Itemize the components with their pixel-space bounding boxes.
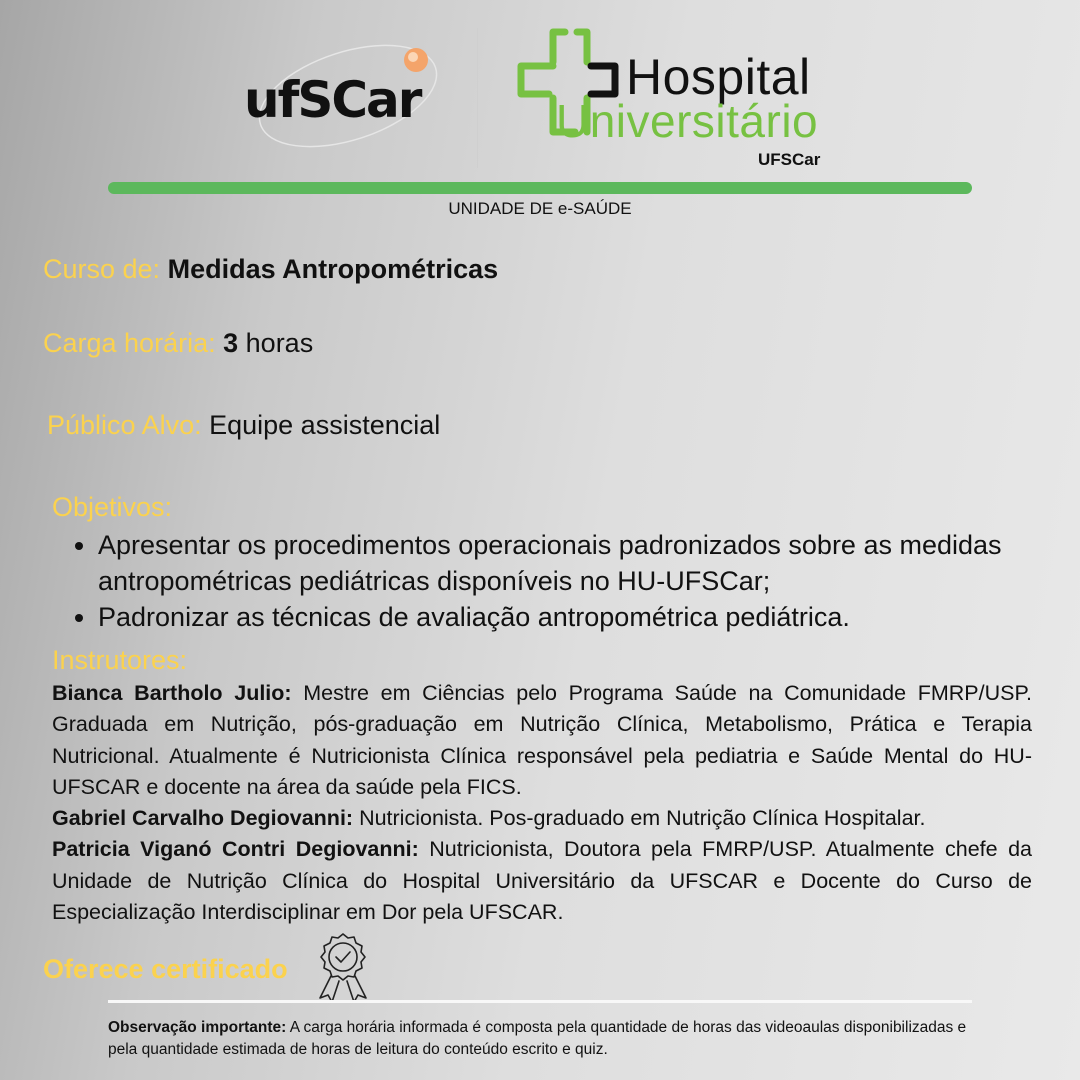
objectives-list <box>52 527 1058 635</box>
instructor-entry <box>52 803 1032 834</box>
certificate-ribbon-icon <box>316 932 370 1004</box>
workload-line <box>43 327 313 359</box>
objective-item: • Padronizar as técnicas de avaliação antropométrica pediátrica. <box>98 599 1058 635</box>
instructor-name: Gabriel Carvalho Degiovanni: <box>52 806 354 831</box>
course-name-line <box>43 253 498 285</box>
footer-divider <box>108 1000 972 1003</box>
hu-subtitle: UFSCar <box>758 150 821 169</box>
universitario-word: Universitário <box>556 95 819 147</box>
instructor-bio: Mestre em Ciências pelo Programa Saúde na Comunidade FMRP/USP. Graduada em Nutrição, pós-graduação em Nutrição Clínica, Metabolismo, Prática e Terapia Nutricional. Atualmente é Nutricionista Clínica responsável pela pediatria e Saúde Mental do HU-UFSCAR e docente na área da saúde pela FICS. <box>52 681 1032 799</box>
instructor-entry <box>52 678 1032 803</box>
instructor-bio: Nutricionista, Doutora pela FMRP/USP. Atualmente chefe da Unidade de Nutrição Clínica do Hospital Universitário da UFSCAR e Docente do Curso de Especialização Interdisciplinar em Dor pela UFSCAR. <box>52 837 1033 925</box>
workload-label: Carga horária: <box>43 328 216 358</box>
course-name: Medidas Antropométricas <box>167 254 499 284</box>
note-label: Observação importante: <box>108 1019 287 1036</box>
note-text: A carga horária informada é composta pela quantidade de horas das videoaulas disponibilizadas e pela quantidade estimada de horas de leitura do conteúdo escrito e quiz. <box>108 1019 967 1058</box>
instructor-name: Bianca Bartholo Julio: <box>52 681 292 705</box>
audience-label: Público Alvo: <box>47 410 202 440</box>
important-note <box>108 1017 988 1061</box>
hospital-word: Hospital <box>626 49 811 105</box>
instructor-name: Patricia Viganó Contri Degiovanni: <box>52 837 419 862</box>
course-label: Curso de: <box>43 254 161 284</box>
certificate-label: Oferece certificado <box>43 954 288 984</box>
workload-unit: horas <box>245 328 314 358</box>
instructors-heading: Instrutores: <box>52 645 188 675</box>
logo-divider <box>477 28 478 168</box>
unit-name: UNIDADE DE e-SAÚDE <box>448 199 632 218</box>
objective-item: • Apresentar os procedimentos operacionais padronizados sobre as medidas antropométricas pediátricas disponíveis no HU-UFSCar; <box>98 527 1058 599</box>
audience-line <box>47 409 440 441</box>
ufscar-logo-text: ufSCar <box>244 71 421 129</box>
objectives-heading: Objetivos: <box>52 492 173 522</box>
instructor-bio: Nutricionista. Pos-graduado em Nutrição Clínica Hospitalar. <box>359 806 926 831</box>
audience-value: Equipe assistencial <box>209 410 441 440</box>
workload-number: 3 <box>223 328 239 358</box>
instructors-list <box>52 678 1032 928</box>
ufscar-logo <box>240 38 445 150</box>
instructor-entry <box>52 834 1032 928</box>
header-green-bar <box>108 182 972 194</box>
